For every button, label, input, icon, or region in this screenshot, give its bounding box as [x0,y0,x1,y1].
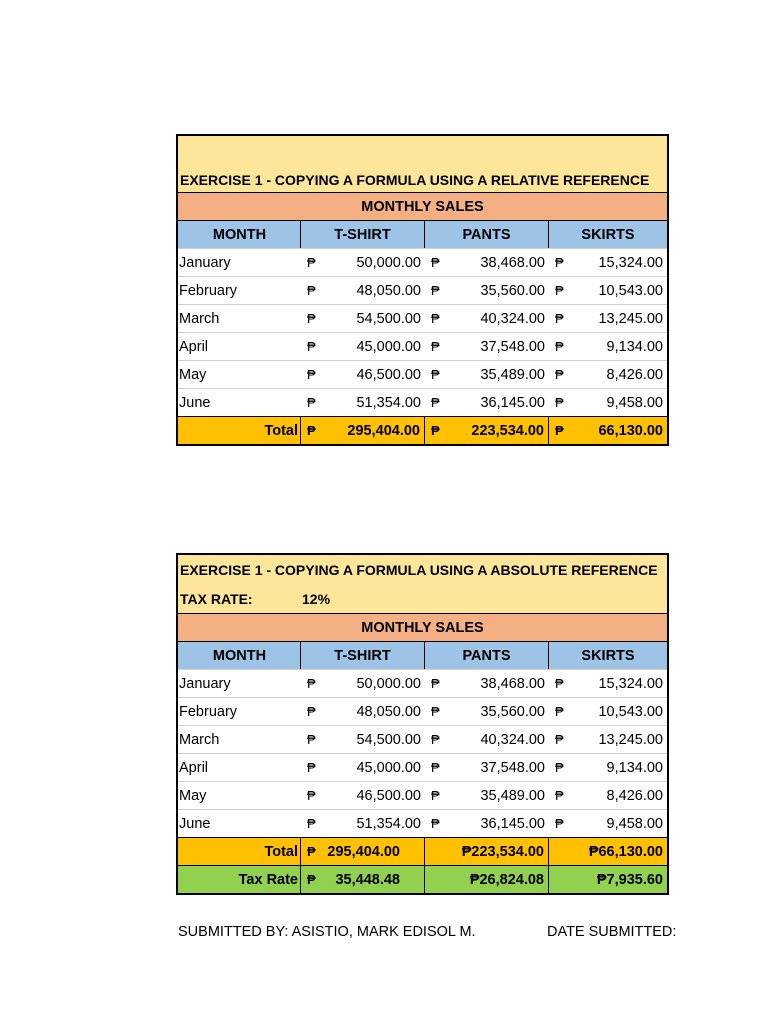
table-row [178,697,667,725]
header-skirts: SKIRTS [581,647,635,664]
tax-pants: ₱26,824.08 [425,866,549,893]
peso-sign: ₱ [307,423,316,438]
header-tshirt: T-SHIRT [301,221,425,248]
total-pants: ₱223,534.00 [425,838,549,865]
date-submitted: DATE SUBMITTED: [547,924,677,940]
pants-cell [425,333,549,360]
amount: 35,560.00 [480,703,545,720]
peso-sign: ₱ [431,704,440,719]
amount: 48,050.00 [356,282,421,299]
pants-cell [425,810,549,837]
month-cell: February [179,282,238,299]
total-skirts [549,417,667,444]
tshirt-cell [301,754,425,781]
amount: 8,426.00 [606,787,663,804]
total-label: Total [178,417,301,444]
skirts-cell [549,305,667,332]
pants-cell [425,670,549,697]
table2-section-header [178,613,667,641]
table1-column-headers [178,220,667,248]
tax-rate-row [178,585,667,613]
table1-total-row [178,416,667,444]
peso-sign: ₱ [555,704,564,719]
skirts-cell [549,670,667,697]
pants-cell [425,305,549,332]
table-row [178,304,667,332]
amount: 35,560.00 [480,282,545,299]
skirts-cell [549,726,667,753]
amount: 38,468.00 [480,254,545,271]
amount: 35,489.00 [480,366,545,383]
amount: 8,426.00 [606,366,663,383]
peso-sign: ₱ [431,788,440,803]
peso-sign: ₱ [307,732,316,747]
peso-sign: ₱ [307,788,316,803]
table-row [178,669,667,697]
peso-sign: ₱ [555,760,564,775]
skirts-cell [549,333,667,360]
relative-reference-table [176,134,669,446]
amount: 36,145.00 [480,815,545,832]
table2-total-row [178,837,667,865]
tshirt-cell [301,249,425,276]
amount: 15,324.00 [598,675,663,692]
peso-sign: ₱ [307,704,316,719]
pants-cell [425,361,549,388]
tshirt-cell [301,698,425,725]
tax-rate-value: 12% [302,591,331,607]
peso-sign: ₱ [555,283,564,298]
table-row [178,388,667,416]
amount: 15,324.00 [598,254,663,271]
peso-sign: ₱ [555,816,564,831]
table1-section-header [178,192,667,220]
pants-cell [425,698,549,725]
skirts-cell [549,389,667,416]
peso-sign: ₱ [555,255,564,270]
tax-value: 35,448.48 [335,871,400,888]
submitted-by: SUBMITTED BY: ASISTIO, MARK EDISOL M. [178,924,476,940]
amount: 40,324.00 [480,310,545,327]
total-tshirt [301,417,425,444]
pants-cell [425,389,549,416]
table2-tax-row [178,865,667,893]
peso-sign: ₱ [431,676,440,691]
peso-sign: ₱ [307,339,316,354]
amount: 46,500.00 [356,366,421,383]
peso-sign: ₱ [307,367,316,382]
tshirt-cell [301,277,425,304]
peso-sign: ₱ [555,367,564,382]
amount: 9,134.00 [606,338,663,355]
peso-sign: ₱ [307,844,316,859]
tshirt-cell [301,333,425,360]
table2-title-row [178,555,667,585]
total-value: 66,130.00 [598,422,663,439]
amount: 36,145.00 [480,394,545,411]
month-cell: June [179,815,211,832]
amount: 54,500.00 [356,731,421,748]
amount: 10,543.00 [598,282,663,299]
peso-sign: ₱ [555,395,564,410]
total-value: 223,534.00 [471,422,544,439]
skirts-cell [549,277,667,304]
tax-rate-label: TAX RATE: [180,591,253,607]
header-skirts: SKIRTS [581,226,635,243]
peso-sign: ₱ [307,395,316,410]
amount: 40,324.00 [480,731,545,748]
month-cell: March [179,731,220,748]
total-skirts: ₱66,130.00 [588,843,663,860]
absolute-reference-table [176,553,669,895]
amount: 9,458.00 [606,394,663,411]
skirts-cell [549,361,667,388]
tshirt-cell [301,782,425,809]
peso-sign: ₱ [431,255,440,270]
amount: 51,354.00 [356,394,421,411]
pants-cell [425,277,549,304]
amount: 10,543.00 [598,703,663,720]
table-row [178,360,667,388]
peso-sign: ₱ [307,872,316,887]
total-pants [425,417,549,444]
table1-title: EXERCISE 1 - COPYING A FORMULA USING A RELATIVE REFERENCE [180,172,650,188]
amount: 37,548.00 [480,338,545,355]
peso-sign: ₱ [307,676,316,691]
month-cell: April [179,759,209,776]
amount: 9,134.00 [606,759,663,776]
amount: 50,000.00 [356,675,421,692]
header-pants: PANTS [425,642,549,669]
peso-sign: ₱ [431,311,440,326]
table2-column-headers [178,641,667,669]
table-row [178,276,667,304]
skirts-cell [549,249,667,276]
monthly-sales-label: MONTHLY SALES [361,619,484,636]
total-tshirt [301,838,425,865]
month-cell: January [179,254,231,271]
peso-sign: ₱ [307,816,316,831]
table2-title: EXERCISE 1 - COPYING A FORMULA USING A ABSOLUTE REFERENCE [180,562,658,578]
amount: 9,458.00 [606,815,663,832]
month-cell: May [179,366,207,383]
pants-cell [425,754,549,781]
peso-sign: ₱ [555,732,564,747]
tax-skirts: ₱7,935.60 [596,871,663,888]
peso-sign: ₱ [307,255,316,270]
peso-sign: ₱ [431,423,440,438]
skirts-cell [549,754,667,781]
header-month: MONTH [178,642,301,669]
tshirt-cell [301,389,425,416]
skirts-cell [549,782,667,809]
peso-sign: ₱ [555,311,564,326]
peso-sign: ₱ [555,676,564,691]
table-row [178,725,667,753]
amount: 50,000.00 [356,254,421,271]
amount: 13,245.00 [598,731,663,748]
peso-sign: ₱ [431,732,440,747]
total-value: 295,404.00 [347,422,420,439]
amount: 37,548.00 [480,759,545,776]
pants-cell [425,726,549,753]
peso-sign: ₱ [431,283,440,298]
amount: 35,489.00 [480,787,545,804]
table-row [178,753,667,781]
table-row [178,781,667,809]
peso-sign: ₱ [555,423,564,438]
peso-sign: ₱ [555,788,564,803]
peso-sign: ₱ [431,339,440,354]
peso-sign: ₱ [431,760,440,775]
header-tshirt: T-SHIRT [301,642,425,669]
skirts-cell [549,810,667,837]
pants-cell [425,249,549,276]
month-cell: March [179,310,220,327]
tshirt-cell [301,726,425,753]
amount: 54,500.00 [356,310,421,327]
peso-sign: ₱ [555,339,564,354]
month-cell: February [179,703,238,720]
peso-sign: ₱ [431,367,440,382]
peso-sign: ₱ [431,395,440,410]
tshirt-cell [301,361,425,388]
month-cell: June [179,394,211,411]
header-month: MONTH [178,221,301,248]
amount: 46,500.00 [356,787,421,804]
peso-sign: ₱ [431,816,440,831]
tax-row-label: Tax Rate [178,866,301,893]
tshirt-cell [301,810,425,837]
month-cell: May [179,787,207,804]
tshirt-cell [301,670,425,697]
pants-cell [425,782,549,809]
table-row [178,809,667,837]
amount: 51,354.00 [356,815,421,832]
skirts-cell [549,698,667,725]
table1-title-row [178,136,667,192]
peso-sign: ₱ [307,760,316,775]
total-label: Total [178,838,301,865]
table-row [178,248,667,276]
monthly-sales-label: MONTHLY SALES [361,198,484,215]
month-cell: January [179,675,231,692]
total-value: 295,404.00 [327,843,400,860]
amount: 13,245.00 [598,310,663,327]
amount: 38,468.00 [480,675,545,692]
tshirt-cell [301,305,425,332]
peso-sign: ₱ [307,283,316,298]
amount: 45,000.00 [356,338,421,355]
month-cell: April [179,338,209,355]
table-row [178,332,667,360]
tax-tshirt [301,866,425,893]
header-pants: PANTS [425,221,549,248]
amount: 48,050.00 [356,703,421,720]
peso-sign: ₱ [307,311,316,326]
amount: 45,000.00 [356,759,421,776]
